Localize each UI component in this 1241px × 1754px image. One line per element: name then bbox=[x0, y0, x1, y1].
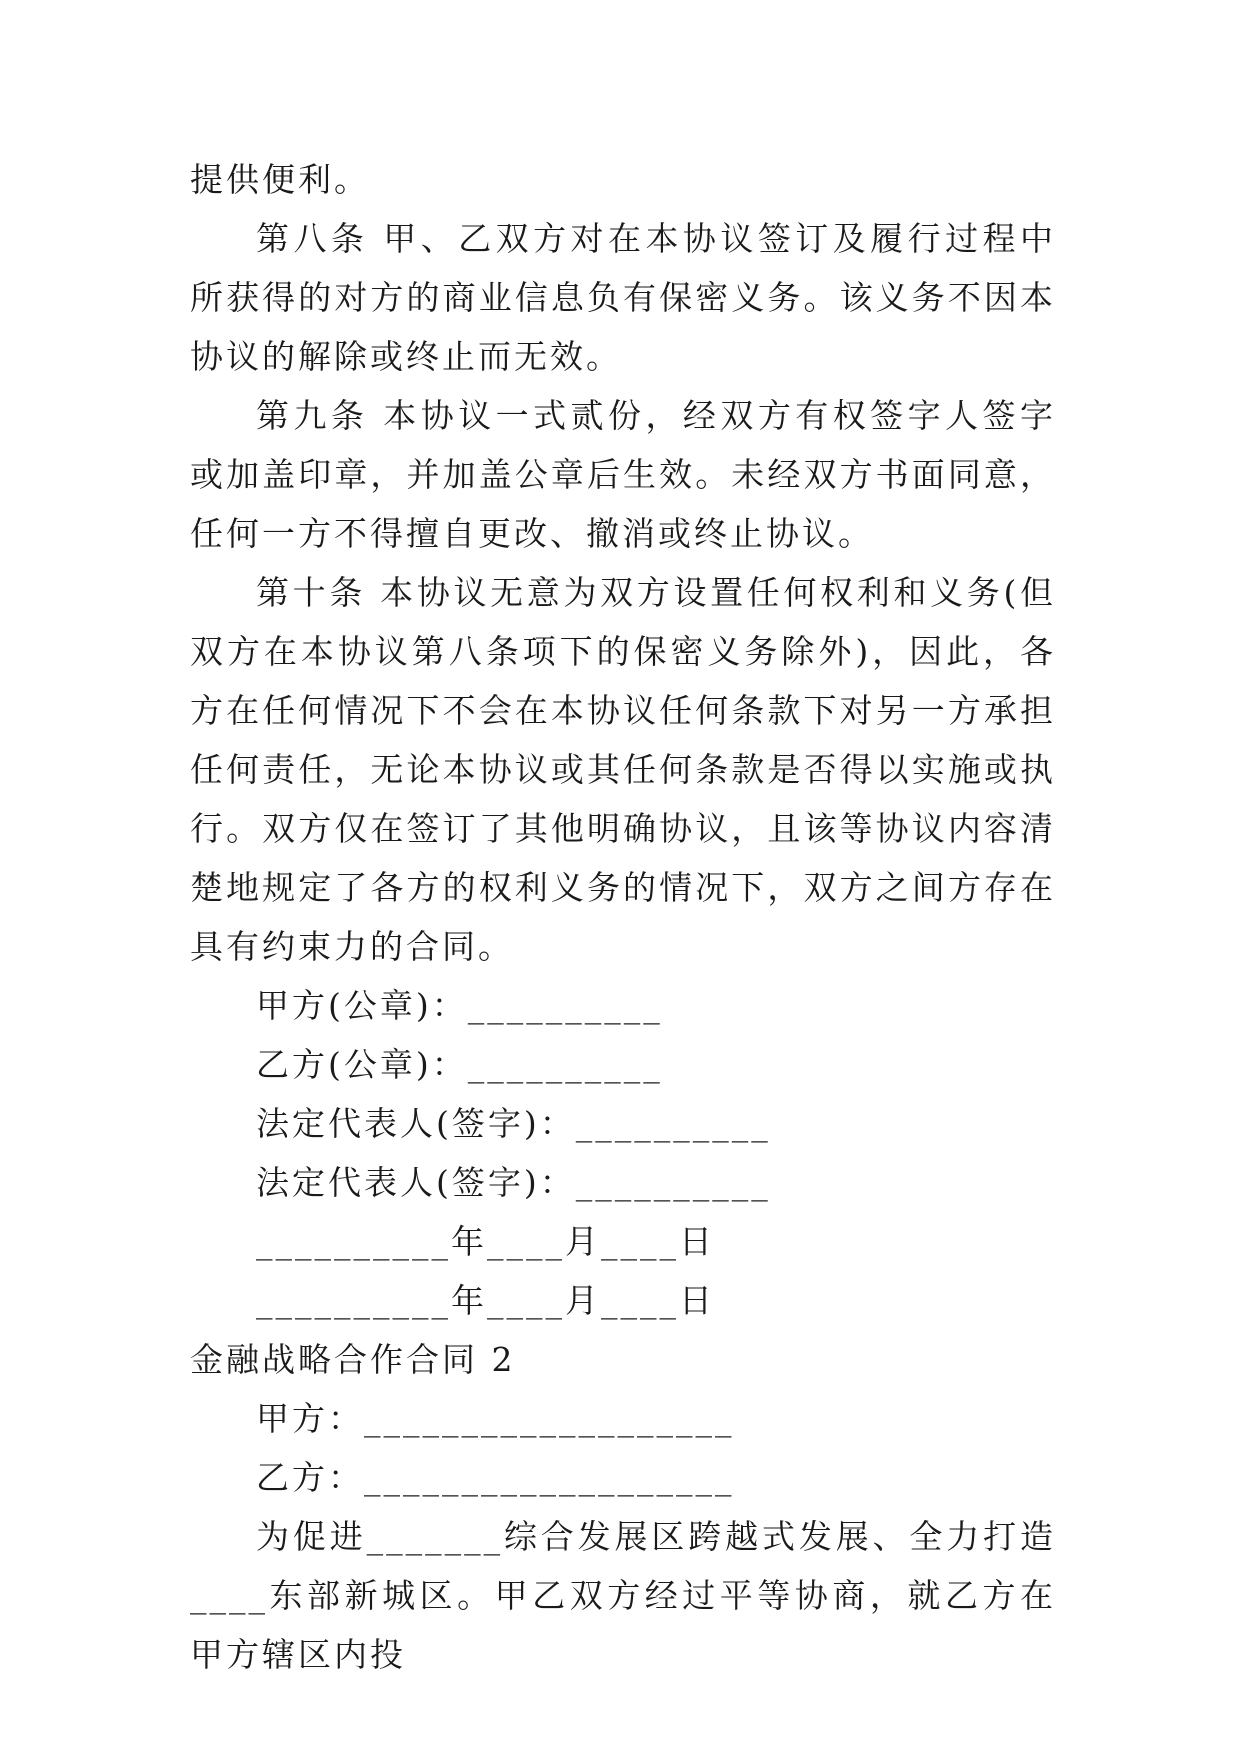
contract-2-intro: 为促进_______综合发展区跨越式发展、全力打造____东部新城区。甲乙双方经过平等协商，就乙方在甲方辖区内投 bbox=[190, 1517, 1056, 1674]
party-a-seal-line: 甲方(公章)：__________ bbox=[256, 986, 663, 1025]
party-b-seal-line: 乙方(公章)：__________ bbox=[256, 1045, 663, 1084]
contract-2-party-b: 乙方：___________________ bbox=[256, 1458, 735, 1497]
article-9: 第九条 本协议一式贰份，经双方有权签字人签字或加盖印章，并加盖公章后生效。未经双方书面同意，任何一方不得擅自更改、撤消或终止协议。 bbox=[190, 396, 1056, 553]
paragraph-continuation: 提供便利。 bbox=[190, 160, 370, 199]
article-10: 第十条 本协议无意为双方设置任何权利和义务(但双方在本协议第八条项下的保密义务除外)，因此，各方在任何情况下不会在本协议任何条款下对另一方承担任何责任，无论本协议或其任何条款是否得以实施或执行。双方仅在签订了其他明确协议，且该等协议内容清楚地规定了各方的权利义务的情况下，双方之间方存在具有约束力的合同。 bbox=[190, 573, 1056, 966]
contract-2-party-a: 甲方：___________________ bbox=[256, 1399, 735, 1438]
article-8: 第八条 甲、乙双方对在本协议签订及履行过程中所获得的对方的商业信息负有保密义务。该义务不因本协议的解除或终止而无效。 bbox=[190, 219, 1056, 376]
date-line: __________年____月____日 bbox=[256, 1222, 715, 1261]
date-line: __________年____月____日 bbox=[256, 1281, 715, 1320]
document-page bbox=[190, 150, 1056, 1684]
contract-2-title: 金融战略合作合同 2 bbox=[190, 1340, 516, 1379]
legal-rep-signature-line: 法定代表人(签字)：__________ bbox=[256, 1163, 771, 1202]
legal-rep-signature-line: 法定代表人(签字)：__________ bbox=[256, 1104, 771, 1143]
